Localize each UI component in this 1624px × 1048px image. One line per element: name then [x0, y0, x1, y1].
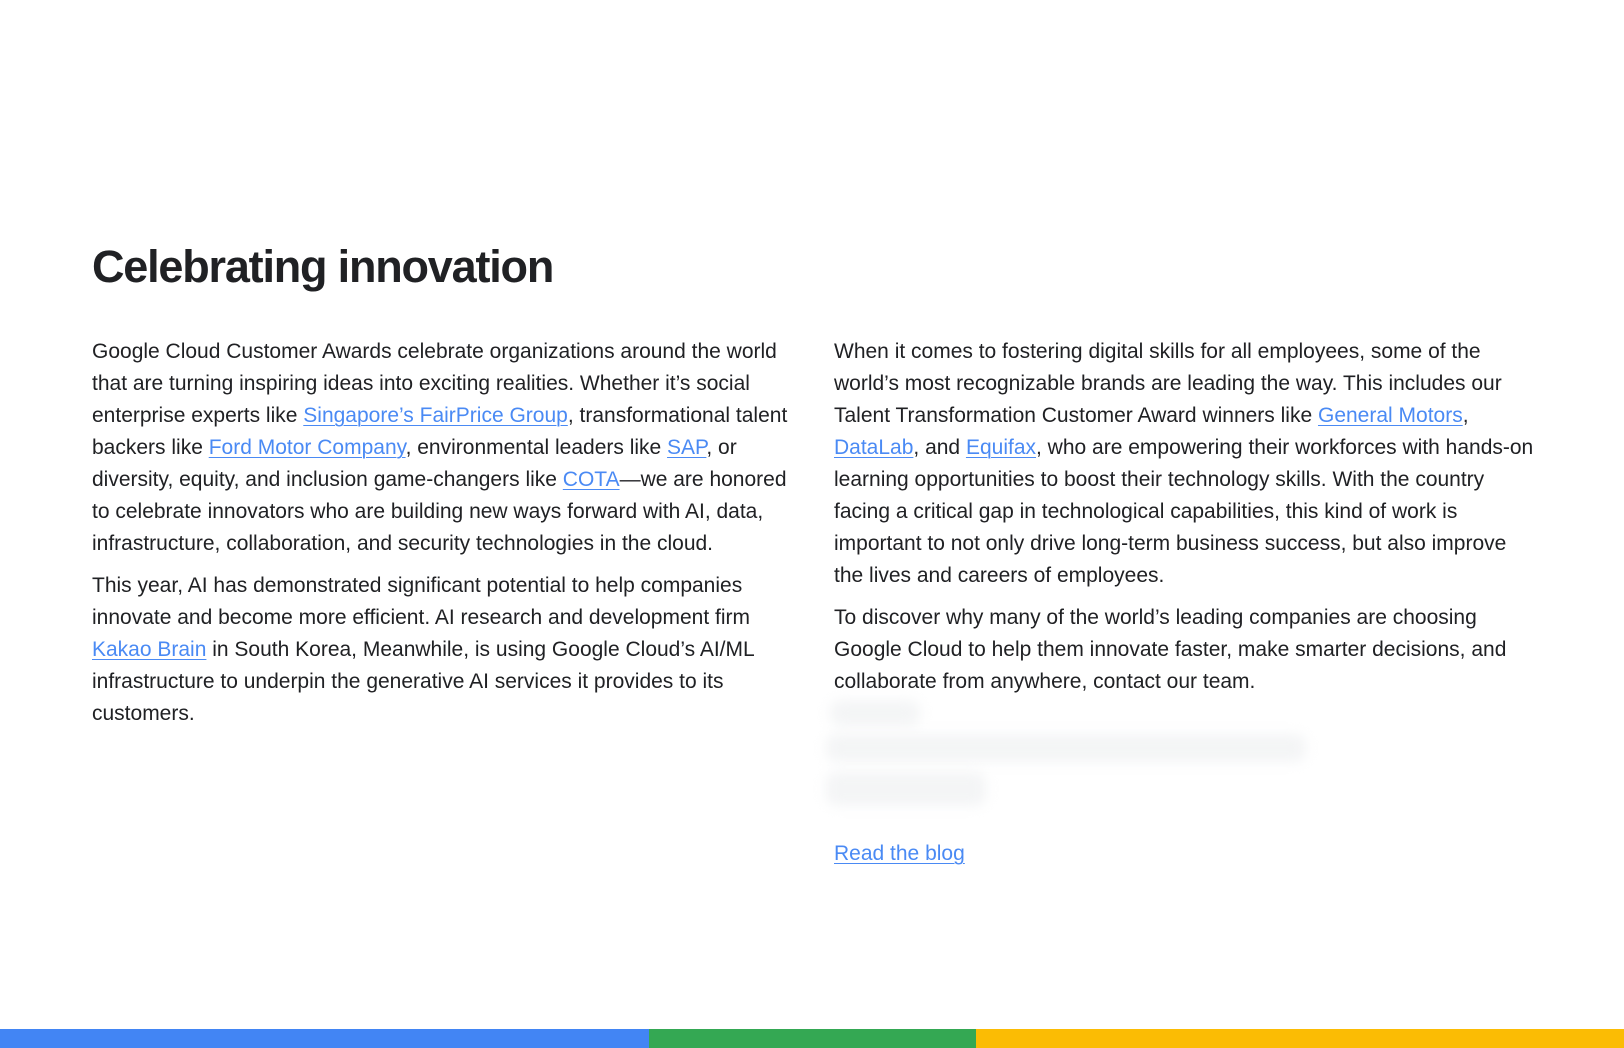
paragraph-text: This year, AI has demonstrated significant potential to help companies innovate and become more efficient. AI research and development firm — [92, 574, 750, 629]
link-kakao-brain[interactable]: Kakao Brain — [92, 638, 207, 661]
link-sap[interactable]: SAP — [667, 436, 707, 459]
read-the-blog-link[interactable]: Read the blog — [834, 842, 965, 865]
blur-line — [826, 772, 986, 806]
paragraph-text: , and — [913, 436, 966, 459]
link-general-motors[interactable]: General Motors — [1317, 404, 1463, 427]
blur-line — [830, 700, 920, 726]
color-bar-yellow — [976, 1029, 1624, 1048]
page-title: Celebrating innovation — [92, 241, 554, 292]
paragraph-text: Google Cloud Customer Awards celebrate organizations around the world that are turning inspiring ideas into exciting realities. Whether it’s social enterprise experts like — [92, 340, 777, 427]
paragraph-text: —we are honored to celebrate innovators who are building new ways forward with AI, data, infrastructure, collaboration, and security technologies in the cloud. — [92, 468, 787, 555]
brand-color-bar — [0, 1029, 1624, 1048]
paragraph-text: , transformational talent backers like — [92, 404, 788, 459]
paragraph-text: , who are empowering their workforces with hands-on learning opportunities to boost their technology skills. With the country facing a critical gap in technological capabilities, this kind of work is important to not only drive long-term business success, but also improve the lives and careers of employees. — [834, 436, 1534, 587]
link-datalab[interactable]: DataLab — [834, 436, 914, 459]
link-ford-motor-company[interactable]: Ford Motor Company — [208, 436, 406, 459]
color-bar-green — [649, 1029, 976, 1048]
paragraph-text: , or diversity, equity, and inclusion game-changers like — [92, 436, 737, 491]
left-paragraph-awards — [92, 336, 797, 560]
right-paragraph-skills — [834, 336, 1534, 592]
blur-line — [826, 734, 1306, 762]
left-column — [92, 336, 797, 740]
right-paragraph-contact — [834, 602, 1534, 698]
paragraph-text: When it comes to fostering digital skills for all employees, some of the world’s most recognizable brands are leading the way. This includes our Talent Transformation Customer Award winners like — [834, 340, 1502, 427]
color-bar-blue — [0, 1029, 649, 1048]
paragraph-text: , environmental leaders like — [405, 436, 668, 459]
link-equifax[interactable]: Equifax — [965, 436, 1036, 459]
paragraph-text: in South Korea, Meanwhile, is using Google Cloud’s AI/ML infrastructure to underpin the generative AI services it provides to its customers. — [92, 638, 754, 725]
blurred-placeholder — [826, 700, 1326, 820]
paragraph-text: , — [1462, 404, 1469, 427]
left-paragraph-ai — [92, 570, 797, 730]
link-fairprice-group[interactable]: Singapore’s FairPrice Group — [303, 404, 568, 427]
paragraph-text: To discover why many of the world’s leading companies are choosing Google Cloud to help them innovate faster, make smarter decisions, and collaborate from anywhere, contact our team. — [834, 606, 1507, 693]
link-cota[interactable]: COTA — [562, 468, 620, 491]
right-column — [834, 336, 1534, 708]
